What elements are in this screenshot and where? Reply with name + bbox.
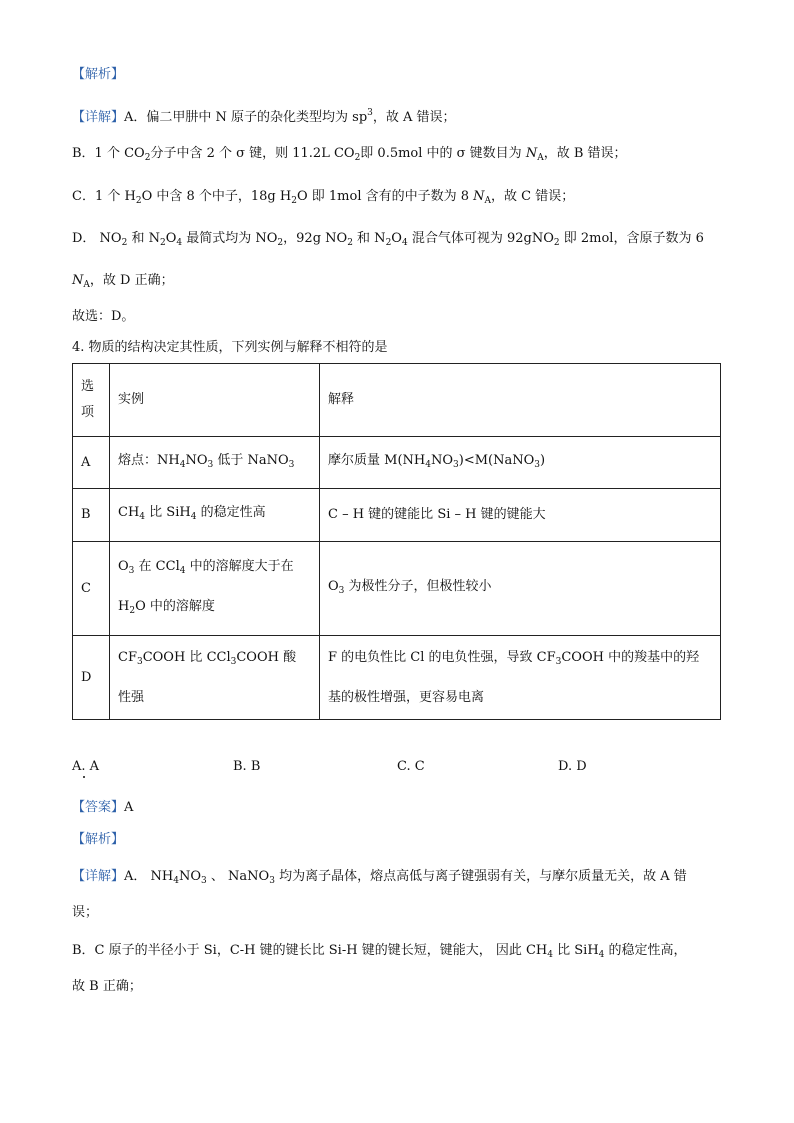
- row-example: $O_3$ 在 CCl$_4$ 中的溶解度大于在 $H_2O$ 中的溶解度: [110, 542, 320, 636]
- option-a: A. A: [72, 759, 100, 774]
- detail2-line-b: B．C 原子的半径小于 Si，C-H 键的键长比 Si-H 键的键长短，键能大， 因此 $CH_4$ 比 SiH$_4$ 的稳定性高，: [72, 943, 687, 960]
- table-row-b: [73, 489, 721, 542]
- option-d: D. D: [558, 759, 587, 774]
- row-explanation: $O_3$ 为极性分子，但极性较小: [320, 542, 721, 636]
- table-row-d: [73, 636, 721, 720]
- detail-line-c: C．1 个 $H_2O$ 中含 8 个中子，18g $H_2O$ 即 1mol 含有的中子数为 8 $N_A$，故 C 错误；: [72, 189, 575, 206]
- row-example: 熔点：$NH_4NO_3$ 低于 NaNO$_3$: [110, 437, 320, 489]
- detail-text: A．偏二甲肼中 N 原子的杂化类型均为 sp: [124, 110, 368, 125]
- detail-tag: 【详解】: [72, 110, 125, 125]
- superscript: 3: [367, 108, 373, 118]
- avogadro-symbol: N: [72, 273, 84, 288]
- question-4-stem: 4. 物质的结构决定其性质，下列实例与解释不相符的是: [72, 340, 388, 355]
- row-option: C: [73, 542, 110, 636]
- row-explanation: C – H 键的键能比 Si – H 键的键能大: [320, 489, 721, 542]
- detail2-line-b-cont: 故 B 正确；: [72, 979, 142, 994]
- row-example: $CF_3COOH$ 比 CCl$_3$COOH 酸 性强: [110, 636, 320, 720]
- header-option: 选项: [73, 364, 110, 437]
- row-explanation: 摩尔质量 $M(NH_4NO_3)<M(NaNO_3)$: [320, 437, 721, 489]
- detail-line-d-cont: $N_A$，故 D 正确；: [72, 273, 174, 290]
- detail-line-a: [72, 104, 456, 127]
- avogadro-symbol: N: [473, 189, 485, 204]
- analysis-heading-2: 【解析】: [72, 832, 125, 847]
- answer-line: [72, 799, 133, 817]
- table-row-a: [73, 437, 721, 489]
- table-row-c: [73, 542, 721, 636]
- row-option: D: [73, 636, 110, 720]
- detail-line-d: D． $NO_2$ 和 $N_2O_4$ 最简式均为 $NO_2$，92g $NO_2$ 和 $N_2O_4$ 混合气体可视为 92gNO$_2$ 即 2mol，含原子数为 6: [72, 231, 704, 248]
- table-header-row: [73, 364, 721, 437]
- detail-line-b: B．1 个 $CO_2$分子中含 2 个 σ 键，则 11.2L $CO_2$即 0.5mol 中的 σ 键数目为 $N_A$，故 B 错误；: [72, 146, 627, 163]
- option-c: C. C: [397, 759, 425, 774]
- row-option: A: [73, 437, 110, 489]
- detail2-line-a: 【详解】A． $NH_4NO_3$ 、 NaNO$_3$ 均为离子晶体，熔点高低与离子键强弱有关，与摩尔质量无关，故 A 错: [72, 869, 687, 886]
- answer-tag: 【答案】: [72, 800, 125, 815]
- choice-conclusion: 故选：D。: [72, 309, 135, 324]
- detail2-line-a-cont: 误；: [72, 905, 99, 920]
- row-option: B: [73, 489, 110, 542]
- row-explanation: F 的电负性比 Cl 的电负性强，导致 $CF_3COOH$ 中的羧基中的羟 基的极性增强，更容易电离: [320, 636, 721, 720]
- question-4-table: [72, 363, 721, 720]
- detail-tail: ，故 A 错误；: [372, 110, 456, 125]
- answer-value: A: [124, 800, 134, 815]
- row-example: $CH_4$ 比 SiH$_4$ 的稳定性高: [110, 489, 320, 542]
- avogadro-symbol: N: [525, 146, 538, 161]
- header-explanation: 解释: [320, 364, 721, 437]
- header-example: 实例: [110, 364, 320, 437]
- option-b: B. B: [233, 759, 261, 774]
- analysis-heading-1: 【解析】: [72, 67, 125, 82]
- dot-mark: [83, 776, 85, 778]
